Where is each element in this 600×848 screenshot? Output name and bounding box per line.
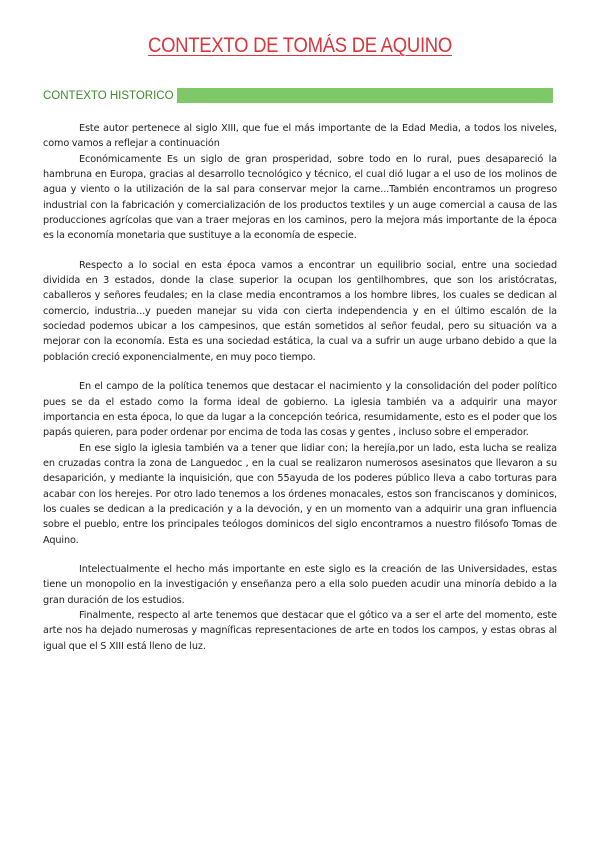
document-body bbox=[43, 121, 557, 654]
paragraph-church: En ese siglo la iglesia también va a tener que lidiar con; la herejía,por un lado, esta lucha se realiza en cruzadas contra la zona de Languedoc , en la cual se realizaron numerosos asesinatos que llevaron a su desaparición, y mediante la inquisición, que con 55ayuda de los poderes público lleva a cabo torturas para acabar con los herejes. Por otro lado tenemos a los órdenes monacales, estos son franciscanos y dominicos, los cuales se dedican a la predicación y a la devoción, y en un momento van a adquirir una gran influencia sobre el pueblo, entre los principales teólogos dominicos del siglo encontramos a nuestro filósofo Tomas de Aquino. bbox=[43, 442, 557, 546]
paragraph-intellectual: Intelectualmente el hecho más importante en este siglo es la creación de las Universidades, estas tiene un monopolio en la investigación y enseñanza pero a ella solo pueden acudir una minoría debido a la gran duración de los estudios. bbox=[43, 563, 557, 606]
page-title: CONTEXTO DE TOMÁS DE AQUINO bbox=[147, 34, 453, 57]
section-header bbox=[43, 88, 553, 103]
section-label: CONTEXTO HISTORICO bbox=[43, 89, 174, 102]
paragraph-art: Finalmente, respecto al arte tenemos que destacar que el gótico va a ser el arte del momento, este arte nos ha dejado numerosas y magníficas representaciones de arte en todos los campos, y estas obras al igual que el S XIII está lleno de luz. bbox=[43, 609, 557, 652]
section-highlight-bar bbox=[177, 88, 553, 103]
paragraph-society: Respecto a lo social en esta época vamos a encontrar un equilibrio social, entre una sociedad dividida en 3 estados, donde la clase superior la ocupan los gentilhombres, que son los aristócratas, caballeros y señores feudales; en la clase media encontramos a los hombre libres, los cuales se dedican al comercio, industria...y pueden manejar su vida con cierta independencia y en el último escalón de la sociedad podemos ubicar a los campesinos, que están sometidos al señor feudal, pero su situación va a mejorar con la economía. Esta es una sociedad estática, la cual va a sufrir un auge urbano debido a que la población creció exponencialmente, en muy poco tiempo. bbox=[43, 259, 557, 363]
paragraph-intro: Este autor pertenece al siglo XIII, que fue el más importante de la Edad Media, a todos los niveles, como vamos a reflejar a continuación bbox=[43, 123, 557, 150]
paragraph-politics: En el campo de la política tenemos que destacar el nacimiento y la consolidación del poder político pues se da el estado como la forma ideal de gobierno. La iglesia también va a adquirir una mayor importancia en esta época, lo que da lugar a la concepción teórica, resumidamente, esto es el poder que los papás quieren, para poder ordenar por encima de toda las cosas y gentes , incluso sobre el emperador. bbox=[43, 381, 557, 439]
paragraph-economy: Económicamente Es un siglo de gran prosperidad, sobre todo en lo rural, pues desapareció la hambruna en Europa, gracias al desarrollo tecnológico y técnico, el cual dió lugar a el uso de los molinos de agua y viento o la utilización de la sal para conservar mejor la carne...También encontramos un progreso industrial con la fabricación y comercialización de los productos textiles y un auge comercial a causa de las producciones agrícolas que van a traer mejoras en los caminos, pero la mejora más importante de la época es la economía monetaria que sustituye a la economía de especie. bbox=[43, 153, 557, 242]
